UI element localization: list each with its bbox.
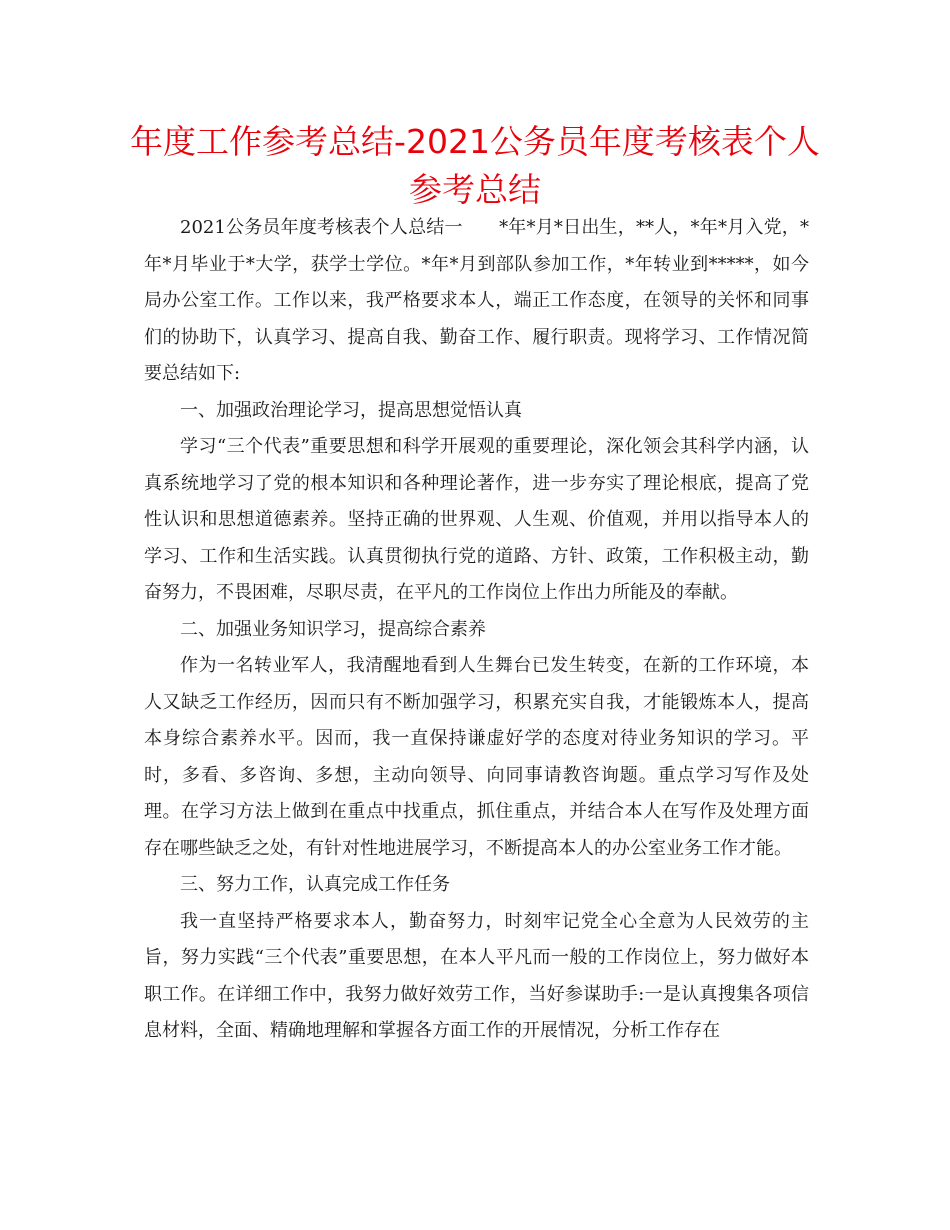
paragraph-section-2: 作为一名转业军人，我清醒地看到人生舞台已发生转变，在新的工作环境，本人又缺乏工作经历，因而只有不断加强学习，积累充实自我，才能锻炼本人，提高本身综合素养水平。因而，我一直保持谦虚好学的态度对待业务知识的学习。平时，多看、多咨询、多想，主动向领导、向同事请教咨询题。重点学习写作及处理。在学习方法上做到在重点中找重点，抓住重点，并结合本人在写作及处理方面存在哪些缺乏之处，有针对性地进展学习，不断提高本人的办公室业务工作才能。 — [144, 655, 809, 859]
section-heading-2: 二、加强业务知识学习，提高综合素养 — [180, 618, 486, 640]
document-body — [144, 210, 809, 1050]
paragraph-intro: 2021公务员年度考核表个人总结一 *年*月*日出生，**人，*年*月入党，*年*月毕业于*大学，获学士学位。*年*月到部队参加工作，*年转业到*****，如今局办公室工作。工作以来，我严格要求本人，端正工作态度，在领导的关怀和同事们的协助下，认真学习、提高自我、勤奋工作、履行职责。现将学习、工作情况简要总结如下: — [144, 217, 809, 384]
paragraph-section-3: 我一直坚持严格要求本人，勤奋努力，时刻牢记党全心全意为人民效劳的主旨，努力实践“三个代表”重要思想，在本人平凡而一般的工作岗位上，努力做好本职工作。在详细工作中，我努力做好效劳工作，当好参谋助手:一是认真搜集各项信息材料，全面、精确地理解和掌握各方面工作的开展情况，分析工作存在 — [144, 910, 809, 1041]
section-heading-3: 三、努力工作，认真完成工作任务 — [180, 874, 450, 895]
section-heading-1: 一、加强政治理论学习，提高思想觉悟认真 — [180, 399, 522, 421]
document-title: 年度工作参考总结-2021公务员年度考核表个人参考总结 — [130, 122, 820, 209]
paragraph-section-1: 学习“三个代表”重要思想和科学开展观的重要理论，深化领会其科学内涵，认真系统地学习了党的根本知识和各种理论著作，进一步夯实了理论根底，提高了党性认识和思想道德素养。坚持正确的世界观、人生观、价值观，并用以指导本人的学习、工作和生活实践。认真贯彻执行党的道路、方针、政策，工作积极主动，勤奋努力，不畏困难，尽职尽责，在平凡的工作岗位上作出力所能及的奉献。 — [144, 436, 809, 603]
